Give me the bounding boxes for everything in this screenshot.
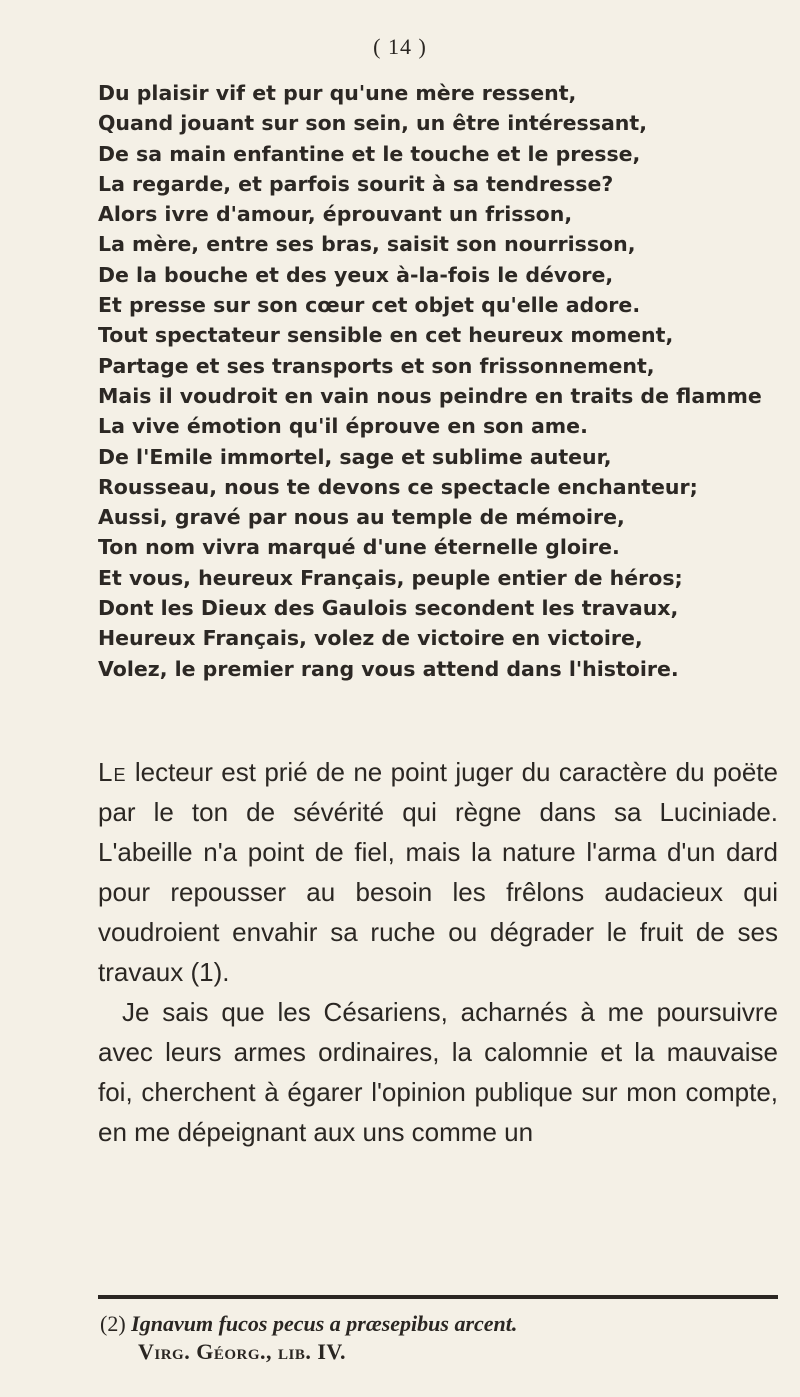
footnote-divider bbox=[98, 1295, 778, 1299]
paragraph-cesariens: Je sais que les Césariens, acharnés à me poursuivre avec leurs armes ordinaires, la calomnie et la mauvaise foi, cherchent à égarer l'opinion publique sur mon compte, en me dépeignant aux uns comme un bbox=[98, 997, 778, 1147]
verse-line: Mais il voudroit en vain nous peindre en traits de flamme bbox=[98, 383, 762, 408]
footnote bbox=[100, 1310, 780, 1366]
paragraph-lead-word: Le bbox=[98, 757, 127, 787]
verse-line: Alors ivre d'amour, éprouvant un frisson, bbox=[98, 202, 573, 227]
prose-block bbox=[98, 752, 778, 1152]
verse-block bbox=[98, 78, 778, 684]
verse-line: La vive émotion qu'il éprouve en son ame. bbox=[98, 414, 588, 439]
verse-line: Ton nom vivra marqué d'une éternelle gloire. bbox=[98, 535, 620, 560]
footnote-marker: (2) bbox=[100, 1311, 126, 1336]
verse-line: De sa main enfantine et le touche et le presse, bbox=[98, 141, 641, 166]
verse-line: Et presse sur son cœur cet objet qu'elle adore. bbox=[98, 293, 641, 318]
page-number: ( 14 ) bbox=[373, 34, 427, 59]
verse-line: Aussi, gravé par nous au temple de mémoire, bbox=[98, 505, 625, 530]
verse-line: Heureux Français, volez de victoire en victoire, bbox=[98, 626, 643, 651]
verse-line: De l'Emile immortel, sage et sublime auteur, bbox=[98, 444, 612, 469]
verse-line: La mère, entre ses bras, saisit son nourrisson, bbox=[98, 232, 636, 257]
footnote-quote: Ignavum fucos pecus a præsepibus arcent. bbox=[131, 1311, 518, 1336]
verse-line: Et vous, heureux Français, peuple entier de héros; bbox=[98, 565, 683, 590]
verse-line: Volez, le premier rang vous attend dans l'histoire. bbox=[98, 656, 679, 681]
verse-line: Tout spectateur sensible en cet heureux moment, bbox=[98, 323, 674, 348]
verse-line: Quand jouant sur son sein, un être intéressant, bbox=[98, 111, 647, 136]
verse-line: Partage et ses transports et son frissonnement, bbox=[98, 353, 655, 378]
verse-line: De la bouche et des yeux à-la-fois le dévore, bbox=[98, 262, 614, 287]
paragraph-reader-note bbox=[98, 752, 778, 992]
verse-line: Rousseau, nous te devons ce spectacle enchanteur; bbox=[98, 474, 698, 499]
verse-line: Dont les Dieux des Gaulois secondent les travaux, bbox=[98, 596, 679, 621]
verse-line: Du plaisir vif et pur qu'une mère ressent, bbox=[98, 81, 577, 105]
paragraph-text: lecteur est prié de ne point juger du caractère du poëte par le ton de sévérité qui règne dans sa Luciniade. L'abeille n'a point de fiel, mais la nature l'arma d'un dard pour repousser au besoin les frêlons audacieux qui voudroient envahir sa ruche ou dégrader le fruit de ses travaux (1). bbox=[98, 757, 778, 987]
verse-line: La regarde, et parfois sourit à sa tendresse? bbox=[98, 171, 614, 196]
footnote-source: Virg. Géorg., lib. IV. bbox=[138, 1339, 346, 1364]
